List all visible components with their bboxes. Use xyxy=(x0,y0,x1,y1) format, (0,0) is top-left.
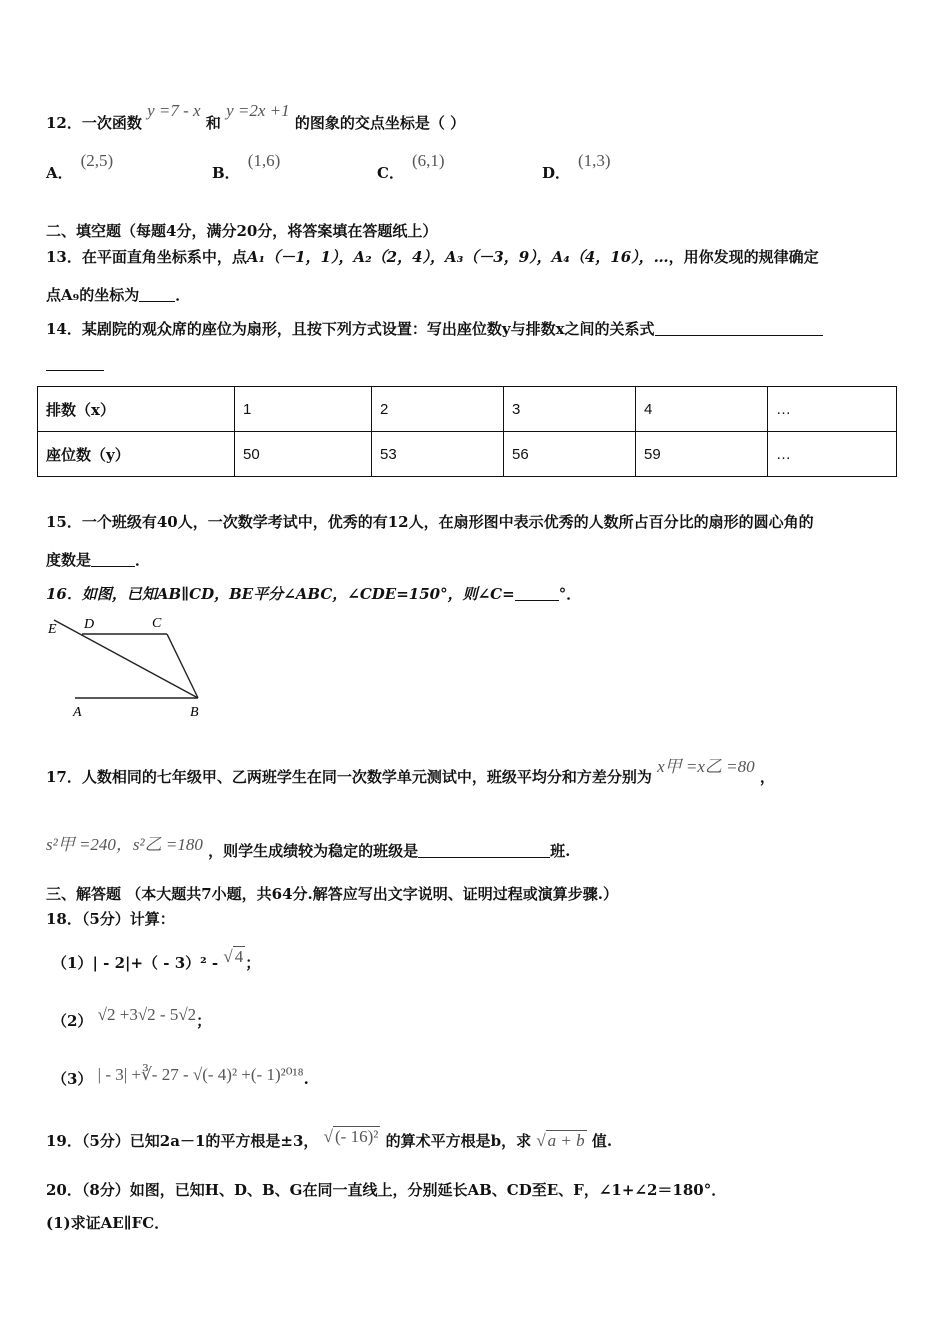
seat-table xyxy=(37,386,897,477)
table-row xyxy=(38,387,897,432)
label-c: C xyxy=(152,616,162,631)
q12-option-d: D．(1,3) xyxy=(542,151,611,182)
q20-line: 20．（8分）如图，已知H、D、B、G在同一直线上，分别延长AB、CD至E、F，∠1+∠2＝180°． xyxy=(46,1181,727,1199)
label-a: A xyxy=(73,705,82,720)
q13-points: A₁（－1，1），A₂（2，4），A₃（－3，9），A₄（4，16），… xyxy=(246,248,669,266)
label-b: B xyxy=(190,705,199,720)
q12-text-b: 的图象的交点坐标是（ ） xyxy=(294,114,466,132)
q18-part-1: （1）| - 2|+（ - 3）² - √ 4 ； xyxy=(52,947,261,972)
q13-line-2: 点A₉的坐标为 ． xyxy=(46,286,191,304)
q14-line: 14．某剧院的观众席的座位为扇形，且按下列方式设置：写出座位数y与排数x之间的关系式 xyxy=(46,318,823,339)
q13-answer-blank[interactable] xyxy=(139,287,175,302)
table-cell: 1 xyxy=(235,387,372,432)
q19-line: 19．（5分）已知2a－1的平方根是±3， √ (- 16)² 的算术平方根是b，求 √ a + b 值. xyxy=(46,1127,613,1150)
q12-function-2: y =2x +1 xyxy=(226,101,290,120)
q17-line-1: 17．人数相同的七年级甲、乙两班学生在同一次数学单元测试中，班级平均分和方差分别为 x甲 =x乙 =80 ， xyxy=(46,757,775,786)
q15-answer-blank[interactable] xyxy=(91,552,135,567)
q17-variance-expr: s²甲 =240，s²乙 =180 xyxy=(46,835,203,854)
q17-answer-blank[interactable] xyxy=(418,843,550,858)
q18-title: 18．（5分）计算： xyxy=(46,910,175,928)
q16-line: 16．如图，已知AB∥CD，BE平分∠ABC，∠CDE=150°，则∠C= °． xyxy=(46,585,582,603)
q13-line-1: 13．在平面直角坐标系中，点A₁（－1，1），A₂（2，4），A₃（－3，9），A₄（4，16），…，用你发现的规律确定 xyxy=(46,248,819,266)
section3-title: 三、解答题 （本大题共7小题，共64分.解答应写出文字说明、证明过程或演算步骤.） xyxy=(46,885,618,903)
q12-option-a: A．(2,5) xyxy=(46,151,114,182)
q17-mean-expr: x甲 =x乙 =80 xyxy=(657,757,755,776)
q18-part-3: （3） | - 3| +∛- 27 - √(- 4)² +(- 1)²⁰¹⁸. xyxy=(52,1065,309,1088)
q20-part-1: (1)求证AE∥FC． xyxy=(46,1214,170,1232)
q18-part-2: （2） √2 +3√2 - 5√2； xyxy=(52,1005,212,1030)
line-cb xyxy=(167,634,198,698)
q12-line xyxy=(46,101,466,133)
table-cell: 50 xyxy=(235,432,372,477)
q12-function-1: y =7 - x xyxy=(147,101,201,120)
q16-figure xyxy=(42,612,222,722)
section2-title: 二、填空题（每题4分，满分20分，将答案填在答题纸上） xyxy=(46,222,438,240)
q12-number: 12． xyxy=(46,114,82,132)
q12-option-b: B．(1,6) xyxy=(212,151,281,182)
q14-answer-blank[interactable] xyxy=(655,321,823,336)
q12-option-c: C．(6,1) xyxy=(377,151,445,182)
table-cell: … xyxy=(768,387,897,432)
table-cell: 59 xyxy=(636,432,768,477)
table-cell: 56 xyxy=(504,432,636,477)
q12-and: 和 xyxy=(205,114,221,132)
label-d: D xyxy=(84,617,95,632)
table-cell: 53 xyxy=(372,432,504,477)
q15-line-1: 15．一个班级有40人，一次数学考试中，优秀的有12人，在扇形图中表示优秀的人数所占百分比的扇形的圆心角的 xyxy=(46,513,814,531)
q15-line-2: 度数是 ． xyxy=(46,551,151,569)
q17-line-2: s²甲 =240，s²乙 =180 ，则学生成绩较为稳定的班级是 班. xyxy=(46,835,571,860)
table-row xyxy=(38,432,897,477)
table-cell: 2 xyxy=(372,387,504,432)
q12-text-a: 一次函数 xyxy=(81,114,142,132)
q16-answer-blank[interactable] xyxy=(515,586,559,601)
line-ed-b xyxy=(54,620,198,698)
label-e: E xyxy=(48,622,57,637)
q14-answer-blank-cont[interactable] xyxy=(46,370,104,371)
table-cell: 4 xyxy=(636,387,768,432)
table-header-row-label: 排数（x） xyxy=(38,387,235,432)
table-cell: 3 xyxy=(504,387,636,432)
table-header-row-label: 座位数（y） xyxy=(38,432,235,477)
table-cell: … xyxy=(768,432,897,477)
